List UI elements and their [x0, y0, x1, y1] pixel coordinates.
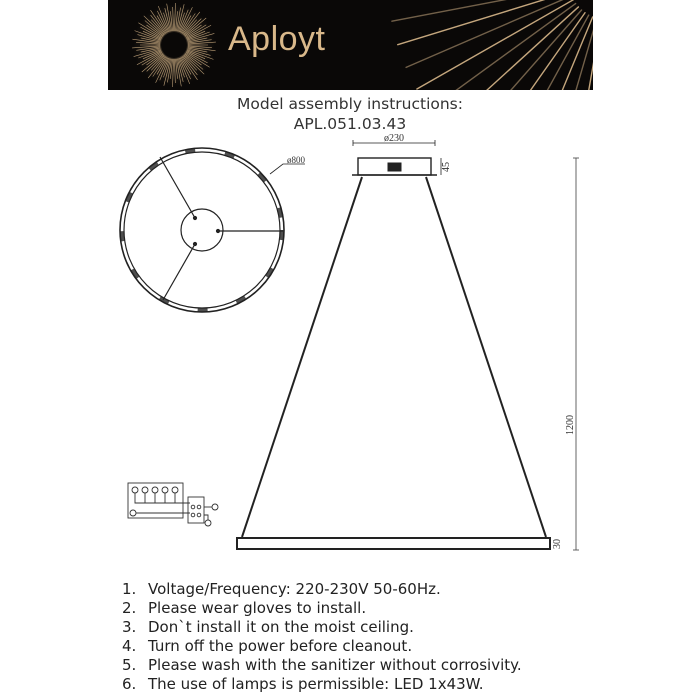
instructions-list: [122, 580, 522, 694]
wiring-diagram: [128, 483, 218, 526]
instruction-item: 6. The use of lamps is permissible: LED 1x43W.: [122, 675, 484, 693]
top-view-diagram: [120, 148, 305, 312]
canopy-height-label: 45: [441, 162, 452, 172]
canopy-diameter-label: ø230: [384, 133, 404, 144]
ring-height-label: 30: [552, 539, 563, 549]
instruction-item: 3. Don`t install it on the moist ceiling.: [122, 618, 414, 636]
instruction-item: 5. Please wash with the sanitizer without corrosivity.: [122, 656, 522, 674]
instruction-item: 1. Voltage/Frequency: 220-230V 50-60Hz.: [122, 580, 441, 598]
document-title: Model assembly instructions:: [237, 95, 463, 113]
total-height-label: 1200: [565, 415, 576, 435]
brand-logo-text: Aployt: [228, 20, 326, 58]
model-number: APL.051.03.43: [293, 115, 407, 133]
side-view-diagram: [237, 140, 579, 550]
instruction-item: 4. Turn off the power before cleanout.: [122, 637, 413, 655]
instruction-item: 2. Please wear gloves to install.: [122, 599, 367, 617]
top-diameter-label: ø800: [287, 155, 305, 165]
